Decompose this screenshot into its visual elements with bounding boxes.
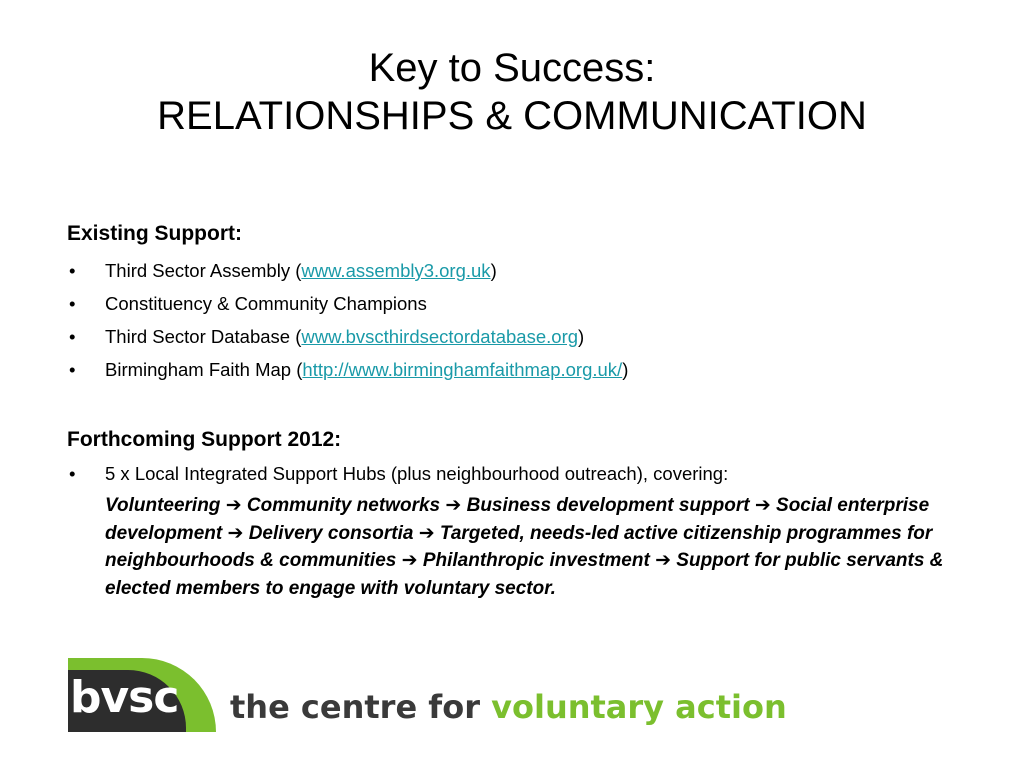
logo-mark: bvsc <box>70 672 179 723</box>
assembly-link[interactable]: www.assembly3.org.uk <box>301 260 491 281</box>
list-item-text: Third Sector Assembly ( <box>105 260 302 281</box>
service-item: Philanthropic investment <box>422 550 650 571</box>
list-item-text: Third Sector Database ( <box>105 326 302 347</box>
list-item <box>67 320 628 353</box>
list-item-text: Birmingham Faith Map ( <box>105 359 303 380</box>
arrow-right-icon: ➔ <box>225 495 242 516</box>
existing-support-heading: Existing Support: <box>67 222 242 245</box>
services-description <box>105 492 985 602</box>
list-item <box>67 254 628 287</box>
list-item <box>67 353 628 386</box>
arrow-right-icon: ➔ <box>401 550 418 571</box>
service-item: Targeted, needs-led active citizenship programmes for neighbourhoods & communities <box>105 522 933 571</box>
logo-tagline-green: voluntary action <box>491 688 787 726</box>
bvsc-logo <box>68 658 787 732</box>
service-item: Support for public servants & elected members to engage with voluntary sector. <box>105 550 944 599</box>
list-item-text: Constituency & Community Champions <box>105 293 427 314</box>
bullet-icon: • <box>69 359 76 380</box>
list-item-suffix: ) <box>622 359 629 380</box>
list-item-text: 5 x Local Integrated Support Hubs (plus neighbourhood outreach), covering: <box>105 463 729 484</box>
slide-title <box>0 44 1024 140</box>
logo-tagline-dark: the centre for <box>230 688 480 726</box>
arrow-right-icon: ➔ <box>418 522 435 544</box>
bullet-icon: • <box>69 463 76 484</box>
list-item <box>67 459 728 489</box>
service-item: Volunteering <box>105 495 221 516</box>
slide-title-line-2: RELATIONSHIPS & COMMUNICATION <box>157 94 867 138</box>
forthcoming-support-heading: Forthcoming Support 2012: <box>67 428 342 451</box>
faith-map-link[interactable]: http://www.birminghamfaithmap.org.uk/ <box>302 359 623 380</box>
arrow-right-icon: ➔ <box>227 522 244 544</box>
bullet-icon: • <box>69 260 76 281</box>
arrow-right-icon: ➔ <box>655 550 672 571</box>
database-link[interactable]: www.bvscthirdsectordatabase.org <box>301 326 579 347</box>
service-item: Social enterprise development <box>105 495 930 544</box>
service-item: Business development support <box>466 495 750 516</box>
list-item-suffix: ) <box>490 260 497 281</box>
bullet-icon: • <box>69 293 76 314</box>
slide-title-line-1: Key to Success: <box>368 46 656 90</box>
service-item: Delivery consortia <box>248 522 414 544</box>
arrow-right-icon: ➔ <box>445 495 462 516</box>
existing-support-list <box>67 254 628 386</box>
service-item: Community networks <box>246 495 441 516</box>
list-item <box>67 287 628 320</box>
forthcoming-support-list <box>67 459 728 489</box>
arrow-right-icon: ➔ <box>754 495 771 516</box>
list-item-suffix: ) <box>578 326 585 347</box>
bullet-icon: • <box>69 326 76 347</box>
logo-tagline <box>230 688 787 726</box>
